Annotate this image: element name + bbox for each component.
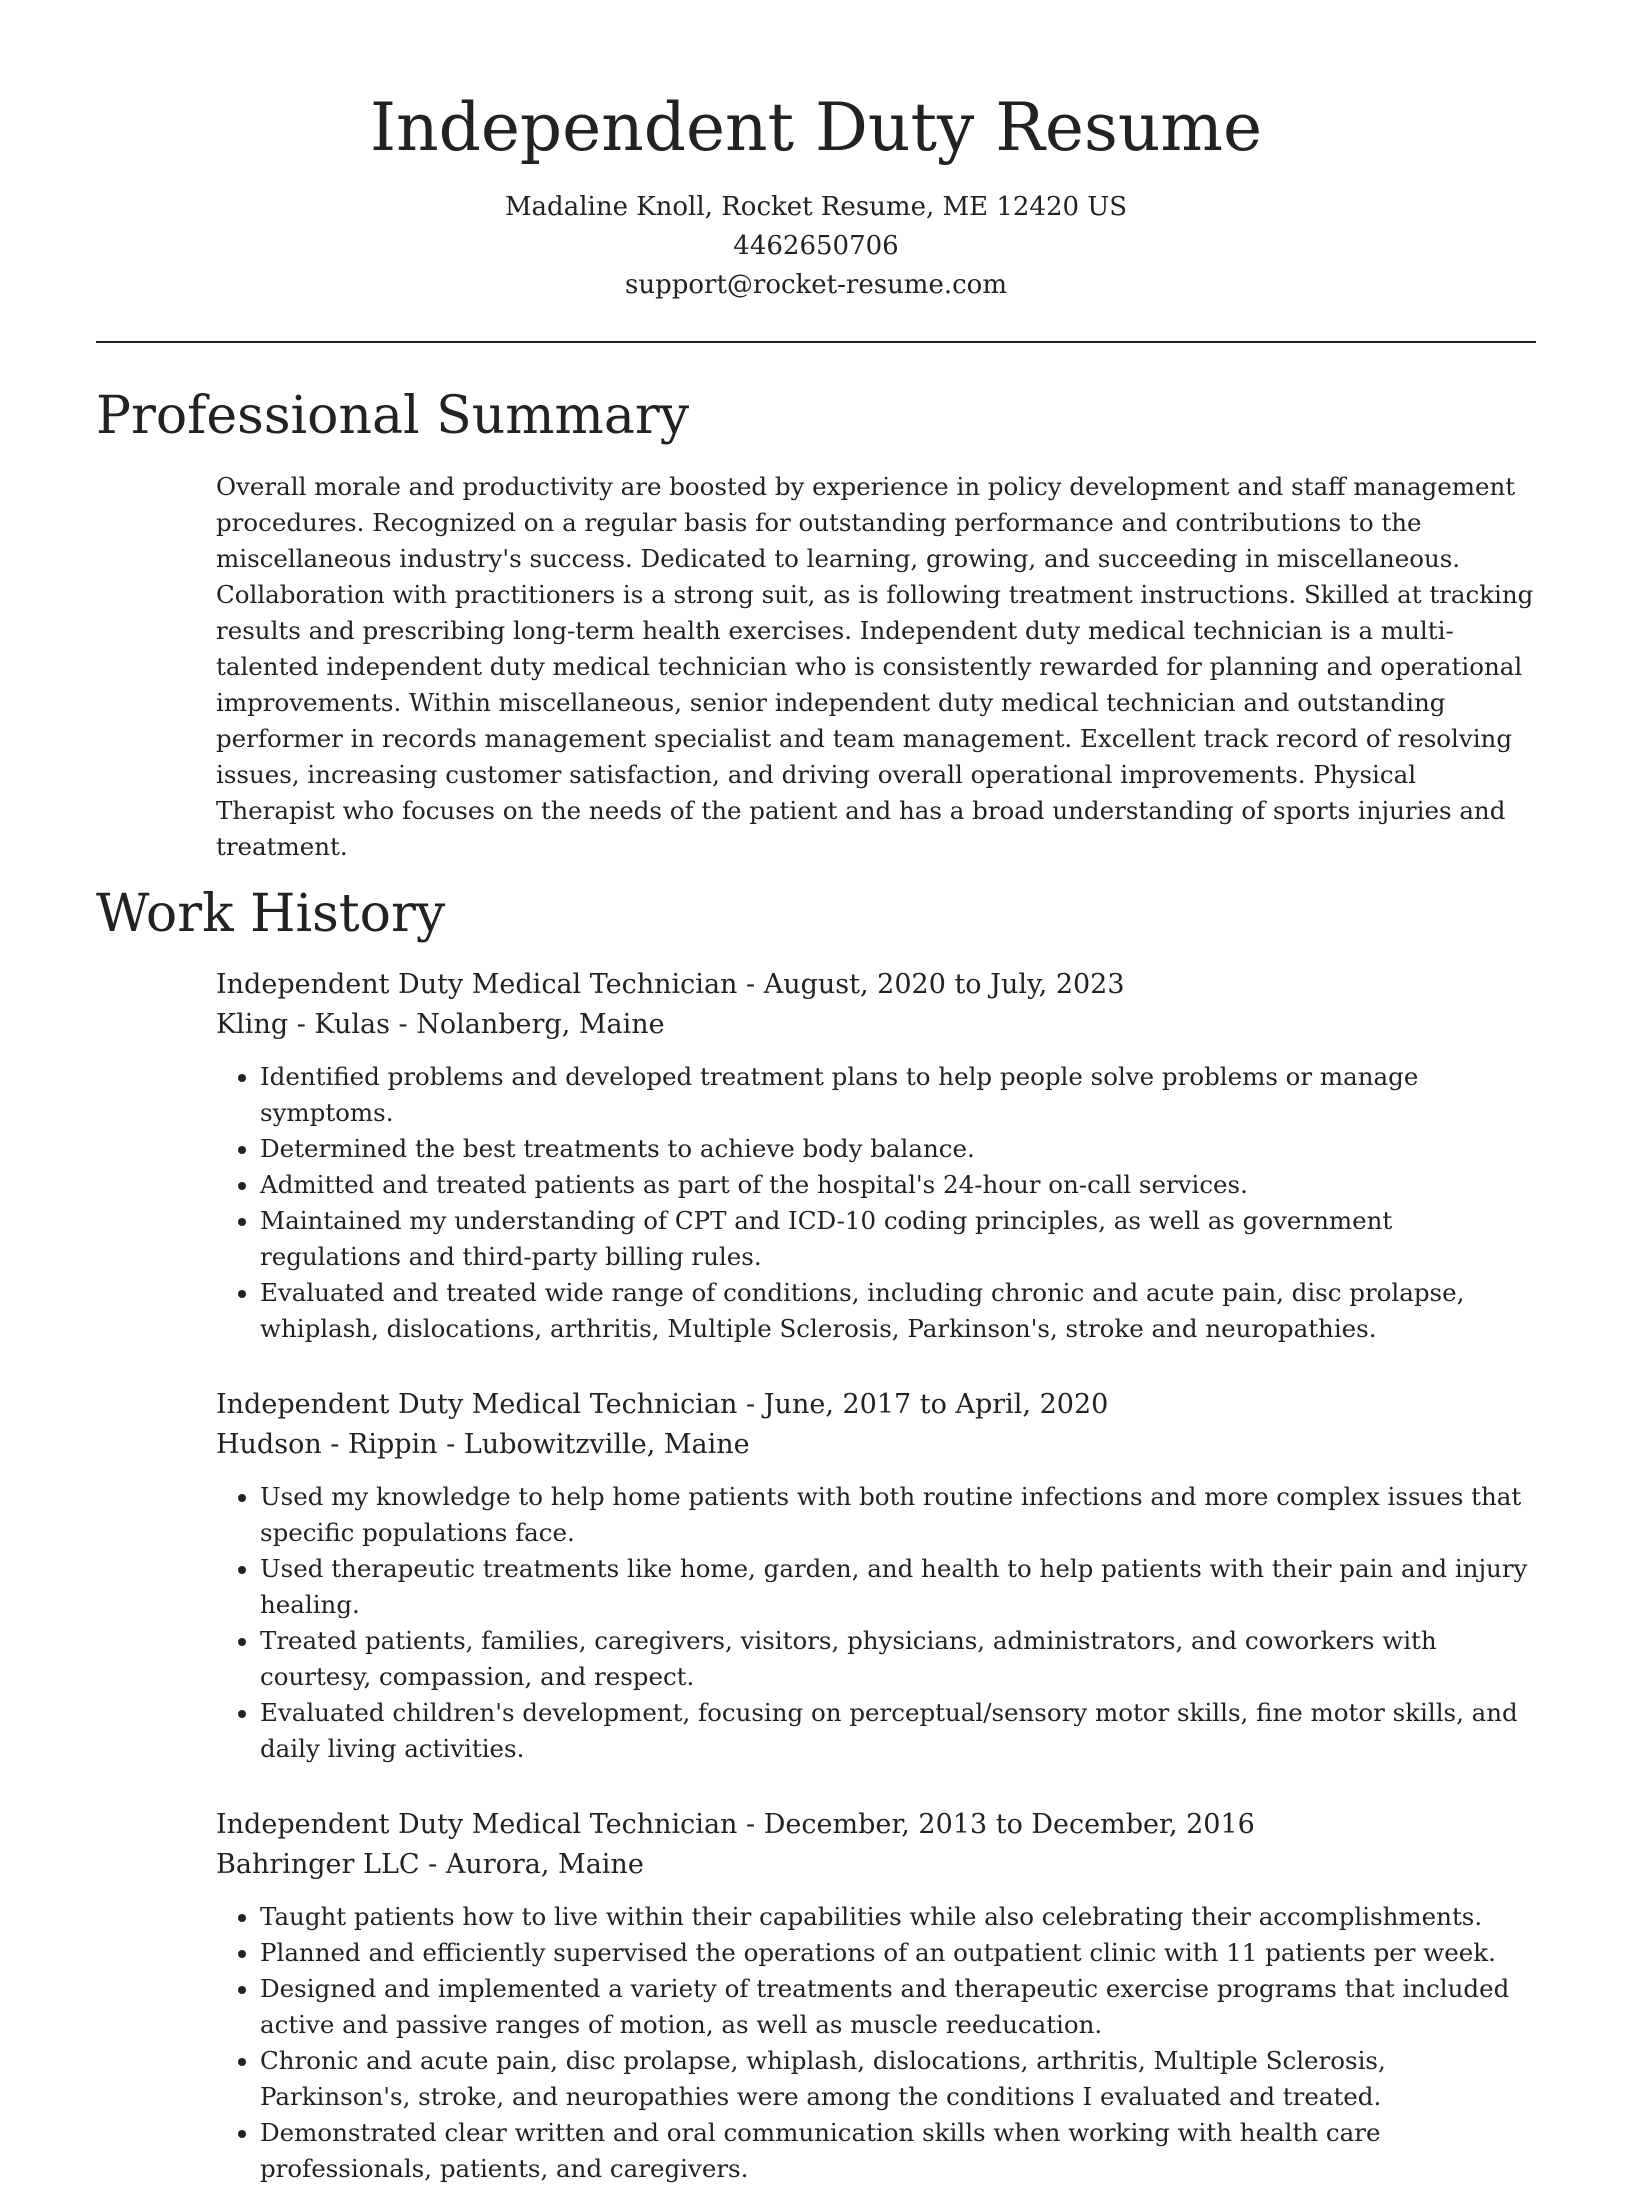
job-bullet: • Demonstrated clear written and oral communication skills when working with health care professionals, patients, and caregivers. [260,2115,1536,2187]
contact-email: support@rocket-resume.com [624,270,1007,300]
section-heading-summary: Professional Summary [96,386,690,446]
section-heading-work-history: Work History [96,884,446,944]
job-dates: December, 2013 to December, 2016 [763,1809,1255,1840]
job-company-line: Bahringer LLC - Aurora, Maine [216,1849,644,1880]
header-divider [96,341,1536,343]
job-bullet: • Determined the best treatments to achieve body balance. [260,1131,1536,1167]
job-location: Lubowitzville, Maine [463,1429,750,1460]
contact-phone: 4462650706 [733,231,899,261]
job-title: Independent Duty Medical Technician [216,1809,738,1840]
job-bullet: • Taught patients how to live within their capabilities while also celebrating their accomplishments. [260,1899,1536,1935]
resume-title: Independent Duty Resume [370,89,1262,166]
job-title-line: Independent Duty Medical Technician - June, 2017 to April, 2020 [216,1389,1109,1420]
job-bullets [216,1479,1536,1767]
job-location: Aurora, Maine [445,1849,644,1880]
job-title-line: Independent Duty Medical Technician - December, 2013 to December, 2016 [216,1809,1255,1840]
job-bullet: • Designed and implemented a variety of treatments and therapeutic exercise programs that included active and passive ranges of motion, as well as muscle reeducation. [260,1971,1536,2043]
job-bullet: • Planned and efficiently supervised the operations of an outpatient clinic with 11 patients per week. [260,1935,1536,1971]
contact-address: Madaline Knoll, Rocket Resume, ME 12420 US [504,192,1128,222]
job-entry [216,965,1536,1347]
contact-block [96,188,1536,305]
job-bullet: • Treated patients, families, caregivers, visitors, physicians, administrators, and coworkers with courtesy, compassion, and respect. [260,1623,1536,1695]
job-bullet: • Evaluated and treated wide range of conditions, including chronic and acute pain, disc prolapse, whiplash, dislocations, arthritis, Multiple Sclerosis, Parkinson's, stroke and neuropathies. [260,1275,1536,1347]
job-entry [216,1385,1536,1767]
resume-page [96,0,1536,2187]
work-history-list [216,965,1536,2187]
job-title: Independent Duty Medical Technician [216,969,738,1000]
job-bullet: • Used therapeutic treatments like home, garden, and health to help patients with their pain and injury healing. [260,1551,1536,1623]
job-bullet: • Evaluated children's development, focusing on perceptual/sensory motor skills, fine motor skills, and daily living activities. [260,1695,1536,1767]
job-company: Bahringer LLC [216,1849,420,1880]
job-bullet: • Used my knowledge to help home patients with both routine infections and more complex issues that specific populations face. [260,1479,1536,1551]
job-company: Kling - Kulas [216,1009,390,1040]
job-bullet: • Identified problems and developed treatment plans to help people solve problems or manage symptoms. [260,1059,1536,1131]
job-bullets [216,1899,1536,2187]
job-company: Hudson - Rippin [216,1429,438,1460]
job-dates: June, 2017 to April, 2020 [763,1389,1109,1420]
job-entry [216,1805,1536,2187]
summary-text: Overall morale and productivity are boosted by experience in policy development and staff management procedures. Recognized on a regular basis for outstanding performance and contributions to the miscellaneous industry's success. Dedicated to learning, growing, and succeeding in miscellaneous. Collaboration with practitioners is a strong suit, as is following treatment instructions. Skilled at tracking results and prescribing long-term health exercises. Independent duty medical technician is a multi-talented independent duty medical technician who is consistently rewarded for planning and operational improvements. Within miscellaneous, senior independent duty medical technician and outstanding performer in records management specialist and team management. Excellent track record of resolving issues, increasing customer satisfaction, and driving overall operational improvements. Physical Therapist who focuses on the needs of the patient and has a broad understanding of sports injuries and treatment. [216,472,1534,861]
job-title: Independent Duty Medical Technician [216,1389,738,1420]
job-bullet: • Chronic and acute pain, disc prolapse, whiplash, dislocations, arthritis, Multiple Sclerosis, Parkinson's, stroke, and neuropathies were among the conditions I evaluated and treated. [260,2043,1536,2115]
job-bullets [216,1059,1536,1347]
job-bullet: • Admitted and treated patients as part of the hospital's 24-hour on-call services. [260,1167,1536,1203]
job-bullet: • Maintained my understanding of CPT and ICD-10 coding principles, as well as government regulations and third-party billing rules. [260,1203,1536,1275]
job-location: Nolanberg, Maine [416,1009,665,1040]
job-company-line: Kling - Kulas - Nolanberg, Maine [216,1009,665,1040]
job-title-line: Independent Duty Medical Technician - August, 2020 to July, 2023 [216,969,1125,1000]
job-dates: August, 2020 to July, 2023 [763,969,1125,1000]
job-company-line: Hudson - Rippin - Lubowitzville, Maine [216,1429,750,1460]
